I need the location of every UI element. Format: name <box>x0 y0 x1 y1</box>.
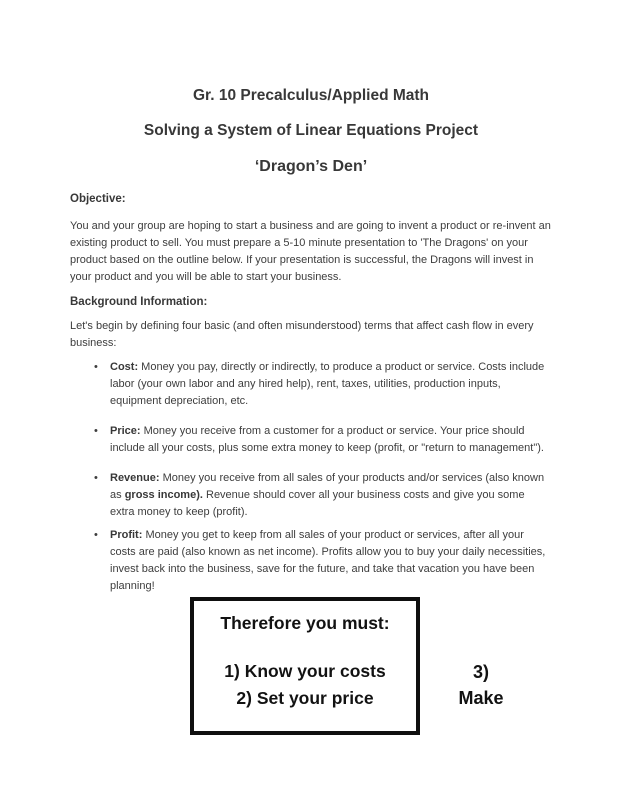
callout-row <box>70 597 552 747</box>
bullet-icon: • <box>94 529 98 541</box>
objective-paragraph: You and your group are hoping to start a business and are going to invent a product or re-invent an existing product to sell. You must prepare a 5-10 minute presentation to 'The Dragons' on your product based on the outline below. If your presentation is successful, the Dragons will invest in your product and you will be able to start your business. <box>70 220 551 283</box>
side-note-number: 3) <box>472 662 489 682</box>
callout-box <box>190 597 420 735</box>
definition-item-revenue <box>70 470 552 521</box>
side-note-word: Make <box>458 688 504 708</box>
definition-text-cost: Money you pay, directly or indirectly, to produce a product or service. Costs include labor (your own labor and any hired help), rent, taxes, utilities, production inputs, equipment depreciation, etc. <box>110 361 545 407</box>
background-heading: Background Information: <box>70 296 208 308</box>
definition-text-price: Money you receive from a customer for a product or service. Your price should include all your costs, plus some extra money to keep (profit, or "return to management"). <box>110 425 544 454</box>
definition-term-profit: Profit: <box>110 529 143 541</box>
project-title: Solving a System of Linear Equations Project <box>143 122 479 139</box>
definition-term-price: Price: <box>110 425 141 437</box>
callout-item-1: 1) Know your costs <box>224 661 386 681</box>
definition-text-revenue-after: Revenue should cover all your business costs and give you some extra money to keep (profit). <box>110 489 525 518</box>
definition-item-cost <box>70 359 552 410</box>
definition-item-profit <box>70 527 552 595</box>
callout-title: Therefore you must: <box>220 613 390 633</box>
project-subtitle: ‘Dragon’s Den’ <box>254 158 368 175</box>
bullet-icon: • <box>94 425 98 437</box>
definition-bold-phrase-gross-income: gross income). <box>124 489 203 501</box>
objective-heading: Objective: <box>70 193 126 205</box>
definitions-list <box>70 359 552 595</box>
definition-text-revenue-before: Money you receive from all sales of your products and/or services (also known as <box>110 472 545 501</box>
side-note <box>450 659 512 711</box>
definition-term-revenue: Revenue: <box>110 472 160 484</box>
bullet-icon: • <box>94 361 98 373</box>
bullet-icon: • <box>94 472 98 484</box>
course-title: Gr. 10 Precalculus/Applied Math <box>192 87 430 104</box>
callout-item-2: 2) Set your price <box>236 688 374 708</box>
definition-term-cost: Cost: <box>110 361 139 373</box>
definition-item-price <box>70 423 552 457</box>
background-intro-paragraph: Let's begin by defining four basic (and often misunderstood) terms that affect cash flow in every business: <box>70 320 534 349</box>
definition-text-profit: Money you get to keep from all sales of your product or services, after all your costs are paid (also known as net income). Profits allow you to buy your daily necessities, invest back into the business, save for the future, and take that vacation you have been planning! <box>110 529 546 592</box>
